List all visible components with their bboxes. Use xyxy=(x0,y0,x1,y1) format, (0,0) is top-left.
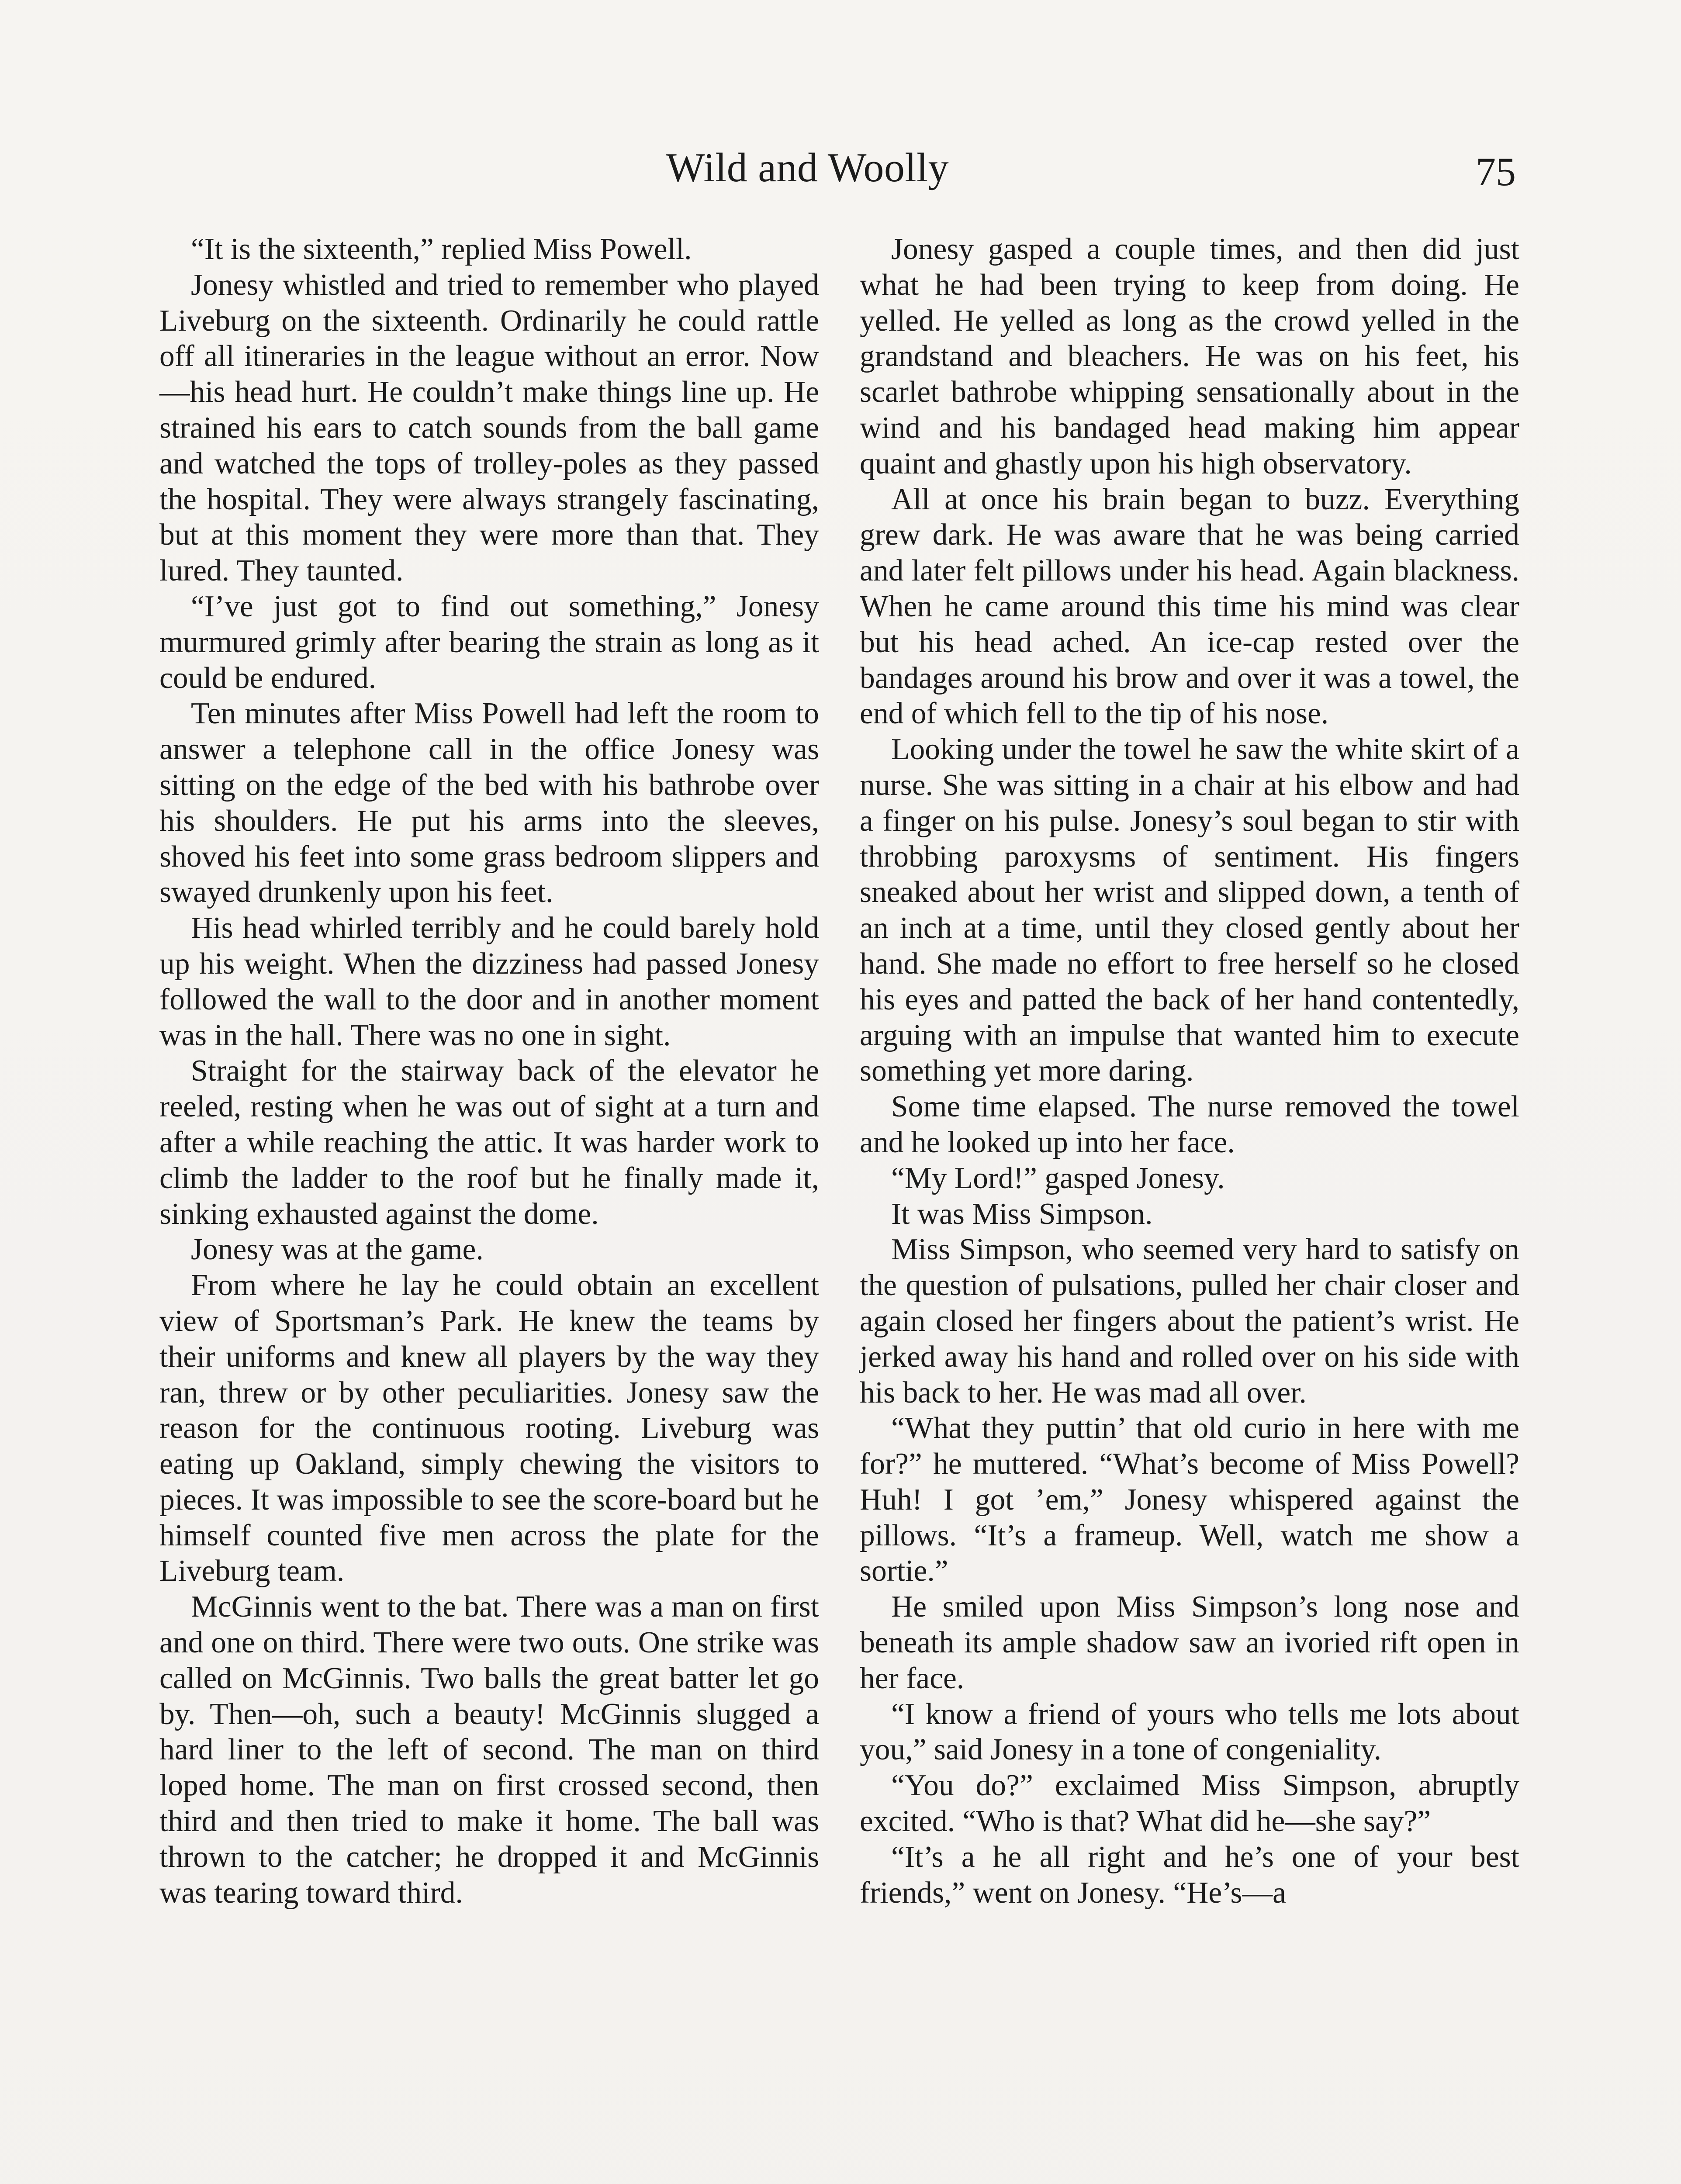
paragraph: Miss Simpson, who seemed very hard to satisfy on the question of pulsations, pulled her chair closer and again closed her fingers about the patient’s wrist. He jerked away his hand and rolled over on his side with his back to her. He was mad all over. xyxy=(860,1233,1519,1410)
running-header xyxy=(0,144,1681,197)
paragraph: Jonesy gasped a couple times, and then did just what he had been trying to keep from doing. He yelled. He yelled as long as the crowd yelled in the grandstand and bleachers. He was on his feet, his scarlet bathrobe whipping sensationally about in the wind and his bandaged head making him appear quaint and ghastly upon his high observatory. xyxy=(860,232,1519,480)
paragraph: “What they puttin’ that old curio in here with me for?” he muttered. “What’s become of Miss Powell? Huh! I got ’em,” Jonesy whispered against the pillows. “It’s a frameup. Well, watch me show a sortie.” xyxy=(860,1411,1519,1588)
page-number: 75 xyxy=(1476,149,1516,194)
paragraph: “I’ve just got to find out something,” Jonesy murmured grimly after bearing the strain as long as it could be endured. xyxy=(159,589,819,695)
paragraph: He smiled upon Miss Simpson’s long nose and beneath its ample shadow saw an ivoried rift open in her face. xyxy=(860,1590,1519,1695)
paragraph: “You do?” exclaimed Miss Simpson, abruptly excited. “Who is that? What did he—she say?” xyxy=(860,1769,1519,1838)
left-column xyxy=(159,232,819,1911)
paragraph: It was Miss Simpson. xyxy=(891,1197,1153,1231)
paragraph: Looking under the towel he saw the white skirt of a nurse. She was sitting in a chair at his elbow and had a finger on his pulse. Jonesy’s soul began to stir with throbbing paroxysms of sentiment. His fingers sneaked about her wrist and slipped down, a tenth of an inch at a time, until they closed gently about her hand. She made no effort to free herself so he closed his eyes and patted the back of her hand contentedly, arguing with an impulse that wanted him to execute something yet more daring. xyxy=(860,733,1519,1088)
paragraph: All at once his brain began to buzz. Everything grew dark. He was aware that he was being carried and later felt pillows under his head. Again blackness. When he came around this time his mind was clear but his head ached. An ice-cap rested over the bandages around his brow and over it was a towel, the end of which fell to the tip of his nose. xyxy=(860,482,1519,731)
paragraph: McGinnis went to the bat. There was a man on first and one on third. There were two outs. One strike was called on McGinnis. Two balls the great batter let go by. Then—oh, such a beauty! McGinnis slugged a hard liner to the left of second. The man on third loped home. The man on first crossed second, then third and then tried to make it home. The ball was thrown to the catcher; he dropped it and McGinnis was tearing toward third. xyxy=(159,1590,819,1910)
paragraph: His head whirled terribly and he could barely hold up his weight. When the dizziness had passed Jonesy followed the wall to the door and in another moment was in the hall. There was no one in sight. xyxy=(159,911,819,1052)
paragraph: Straight for the stairway back of the elevator he reeled, resting when he was out of sight at a turn and after a while reaching the attic. It was harder work to climb the ladder to the roof but he finally made it, sinking exhausted against the dome. xyxy=(159,1054,819,1231)
paragraph: “I know a friend of yours who tells me lots about you,” said Jonesy in a tone of congeniality. xyxy=(860,1697,1519,1767)
paragraph: “It is the sixteenth,” replied Miss Powell. xyxy=(191,232,692,266)
paragraph: Ten minutes after Miss Powell had left the room to answer a telephone call in the office Jonesy was sitting on the edge of the bed with his bathrobe over his shoulders. He put his arms into the sleeves, shoved his feet into some grass bedroom slippers and swayed drunkenly upon his feet. xyxy=(159,697,819,909)
paragraph: From where he lay he could obtain an excellent view of Sportsman’s Park. He knew the teams by their uniforms and knew all players by the way they ran, threw or by other peculiarities. Jonesy saw the reason for the continuous rooting. Liveburg was eating up Oakland, simply chewing the visitors to pieces. It was impossible to see the score-board but he himself counted five men across the plate for the Liveburg team. xyxy=(159,1268,819,1588)
paragraph: Jonesy whistled and tried to remember who played Liveburg on the sixteenth. Ordinarily he could rattle off all itineraries in the league without an error. Now—his head hurt. He couldn’t make things line up. He strained his ears to catch sounds from the ball game and watched the tops of trolley-poles as they passed the hospital. They were always strangely fascinating, but at this moment they were more than that. They lured. They taunted. xyxy=(159,268,819,588)
running-title: Wild and Woolly xyxy=(666,145,949,190)
paragraph: Some time elapsed. The nurse removed the towel and he looked up into her face. xyxy=(860,1090,1519,1159)
paragraph: “My Lord!” gasped Jonesy. xyxy=(891,1161,1225,1195)
paragraph: Jonesy was at the game. xyxy=(191,1233,484,1267)
paragraph: “It’s a he all right and he’s one of your best friends,” went on Jonesy. “He’s—a xyxy=(860,1840,1519,1910)
right-column xyxy=(860,232,1519,1911)
